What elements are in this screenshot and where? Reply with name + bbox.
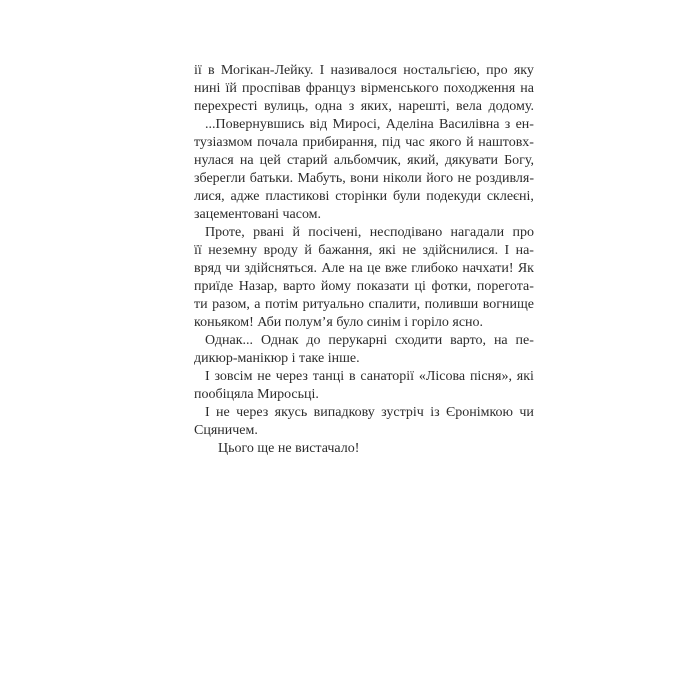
text-line: Сцяничем. [194, 423, 258, 438]
text-word: рвані [253, 225, 285, 240]
text-line [194, 188, 534, 206]
text-word: фотки, [431, 279, 472, 294]
text-word: разом, [212, 297, 250, 312]
text-line [194, 332, 534, 350]
text-word: француз [305, 81, 356, 96]
text-word: якусь [274, 405, 308, 420]
text-word: неземну [208, 243, 258, 258]
text-word: пе- [515, 333, 534, 348]
text-word: йому [320, 279, 352, 294]
text-word: перехресті [194, 99, 258, 114]
text-word: вулиць, [263, 99, 309, 114]
text-word: цей [259, 153, 281, 168]
text-word: вроду [263, 243, 298, 258]
text-word: Назар, [238, 279, 278, 294]
text-line [194, 224, 534, 242]
text-word: ії [194, 63, 202, 78]
text-word: дякувати [444, 153, 498, 168]
text-word: подекуди [426, 189, 481, 204]
text-word: чи [225, 261, 241, 276]
text-word: одна [314, 99, 343, 114]
text-word: її [194, 243, 202, 258]
text-word: сторінки [335, 189, 388, 204]
text-word: поливши [424, 297, 479, 312]
text-word: нулася [194, 153, 234, 168]
text-word: посічені, [308, 225, 362, 240]
text-word: зберегли [194, 171, 246, 186]
text-word: показати [356, 279, 409, 294]
text-word: їй [225, 81, 237, 96]
text-line: дикюр-манікюр і таке інше. [194, 351, 360, 366]
text-line [194, 152, 534, 170]
text-word: вони [350, 171, 379, 186]
text-word: які [516, 369, 534, 384]
text-word: глибоко [411, 261, 459, 276]
text-word: старий [286, 153, 328, 168]
text-word: нині [194, 81, 221, 96]
text-line: Цього ще не вистачало! [218, 441, 360, 456]
text-line [194, 134, 534, 152]
text-word: зовсім [214, 369, 253, 384]
text-word: через [236, 405, 269, 420]
text-word: а [254, 297, 261, 312]
text-word: І [205, 405, 210, 420]
text-word: адже [230, 189, 260, 204]
text-word: сходити [394, 333, 443, 348]
text-word: Могікан-Лейку. [220, 63, 314, 78]
text-word: походження [443, 81, 516, 96]
text-word: якого [429, 135, 462, 150]
text-word: пластикові [265, 189, 330, 204]
text-word: Але [321, 261, 345, 276]
text-word: альбомчик, [333, 153, 401, 168]
text-line [194, 116, 534, 134]
text-word: вірменського [360, 81, 439, 96]
text-word: називалося [330, 63, 397, 78]
text-word: І [504, 243, 510, 258]
text-word: ці [414, 279, 426, 294]
text-word: не [257, 369, 271, 384]
text-word: пісня», [469, 369, 512, 384]
text-word: Проте, [205, 225, 245, 240]
text-word: від [309, 117, 328, 132]
text-word: Богу, [504, 153, 534, 168]
text-word: здійснилися. [422, 243, 499, 258]
text-word: із [430, 405, 440, 420]
text-line [194, 260, 534, 278]
text-word: танці [312, 369, 345, 384]
page-text-block [194, 62, 534, 458]
text-line [194, 98, 534, 116]
text-line [194, 80, 534, 98]
text-word: про [512, 225, 534, 240]
text-word: здійсняться. [244, 261, 317, 276]
text-word: Аделіна [385, 117, 434, 132]
text-word: вже [385, 261, 407, 276]
text-word: склеєні, [486, 189, 534, 204]
text-word: не [216, 405, 230, 420]
text-word: приїде [194, 279, 234, 294]
text-word: яких, [360, 99, 392, 114]
text-word: й [292, 225, 300, 240]
text-word: випадкову [313, 405, 375, 420]
text-word: порегота- [476, 279, 534, 294]
text-word: Як [517, 261, 534, 276]
text-line [194, 368, 534, 386]
text-word: на [239, 153, 254, 168]
text-word: не [402, 243, 417, 258]
text-line: пообіцяла Миросьці. [194, 387, 319, 402]
text-word: Василівна [439, 117, 500, 132]
text-word: в [208, 63, 215, 78]
text-word: ...Повернувшись [205, 117, 305, 132]
text-word: санаторії [360, 369, 415, 384]
text-word: на [520, 81, 534, 96]
text-word: про [486, 63, 508, 78]
text-word: зустріч [381, 405, 424, 420]
text-word: перукарні [328, 333, 388, 348]
text-word: вогнище [482, 297, 534, 312]
text-word: Мабуть, [297, 171, 346, 186]
text-word: які [378, 243, 396, 258]
text-word: лися, [194, 189, 225, 204]
text-word: ти [194, 297, 208, 312]
text-word: нагадали [450, 225, 505, 240]
text-word: Однак... [205, 333, 254, 348]
text-word: нарешті, [398, 99, 450, 114]
text-word: прибирання, [302, 135, 378, 150]
text-word: бажання, [318, 243, 373, 258]
text-word: ніколи [383, 171, 422, 186]
text-word: ритуально [302, 297, 365, 312]
text-word: який, [407, 153, 439, 168]
text-line [194, 170, 534, 188]
text-word: й [304, 243, 312, 258]
text-word: вряд [194, 261, 222, 276]
text-word: потім [264, 297, 299, 312]
text-word: з [504, 117, 511, 132]
text-word: Єронімкою [445, 405, 514, 420]
text-word: в [348, 369, 356, 384]
text-word: це [367, 261, 381, 276]
text-word: ностальгією, [403, 63, 480, 78]
text-word: проспівав [241, 81, 301, 96]
text-word: час [405, 135, 425, 150]
text-word: на- [515, 243, 534, 258]
text-word: тузіазмом [194, 135, 253, 150]
text-word: на [348, 261, 363, 276]
text-word: чи [519, 405, 534, 420]
text-word: додому. [488, 99, 534, 114]
text-line [194, 278, 534, 296]
text-word: вела [456, 99, 482, 114]
text-word: яку [513, 63, 534, 78]
text-word: Миросі, [332, 117, 381, 132]
text-word: варто [282, 279, 316, 294]
text-word: І [319, 63, 325, 78]
text-word: не [457, 171, 472, 186]
text-word: І [205, 369, 210, 384]
text-word: через [275, 369, 308, 384]
text-line: коньяком! Аби полум’я було синім і горіло ясно. [194, 315, 484, 330]
text-word: «Лісова [418, 369, 466, 384]
text-line [194, 296, 534, 314]
text-word: наштовх- [478, 135, 534, 150]
text-line: зацементовані часом. [194, 207, 322, 222]
text-word: начхати! [462, 261, 514, 276]
text-line [194, 62, 534, 80]
text-word: на [493, 333, 508, 348]
text-word: спалити, [368, 297, 421, 312]
text-line [194, 404, 534, 422]
text-word: ен- [515, 117, 534, 132]
text-word: з [348, 99, 355, 114]
text-word: варто, [450, 333, 487, 348]
text-word: його [426, 171, 454, 186]
text-word: до [306, 333, 321, 348]
text-word: під [381, 135, 401, 150]
text-word: роздивля- [475, 171, 534, 186]
text-word: несподівано [369, 225, 443, 240]
text-word: й [466, 135, 474, 150]
text-word: Однак [260, 333, 299, 348]
text-word: батьки. [249, 171, 294, 186]
text-line [194, 242, 534, 260]
text-word: почала [257, 135, 298, 150]
text-word: були [392, 189, 421, 204]
